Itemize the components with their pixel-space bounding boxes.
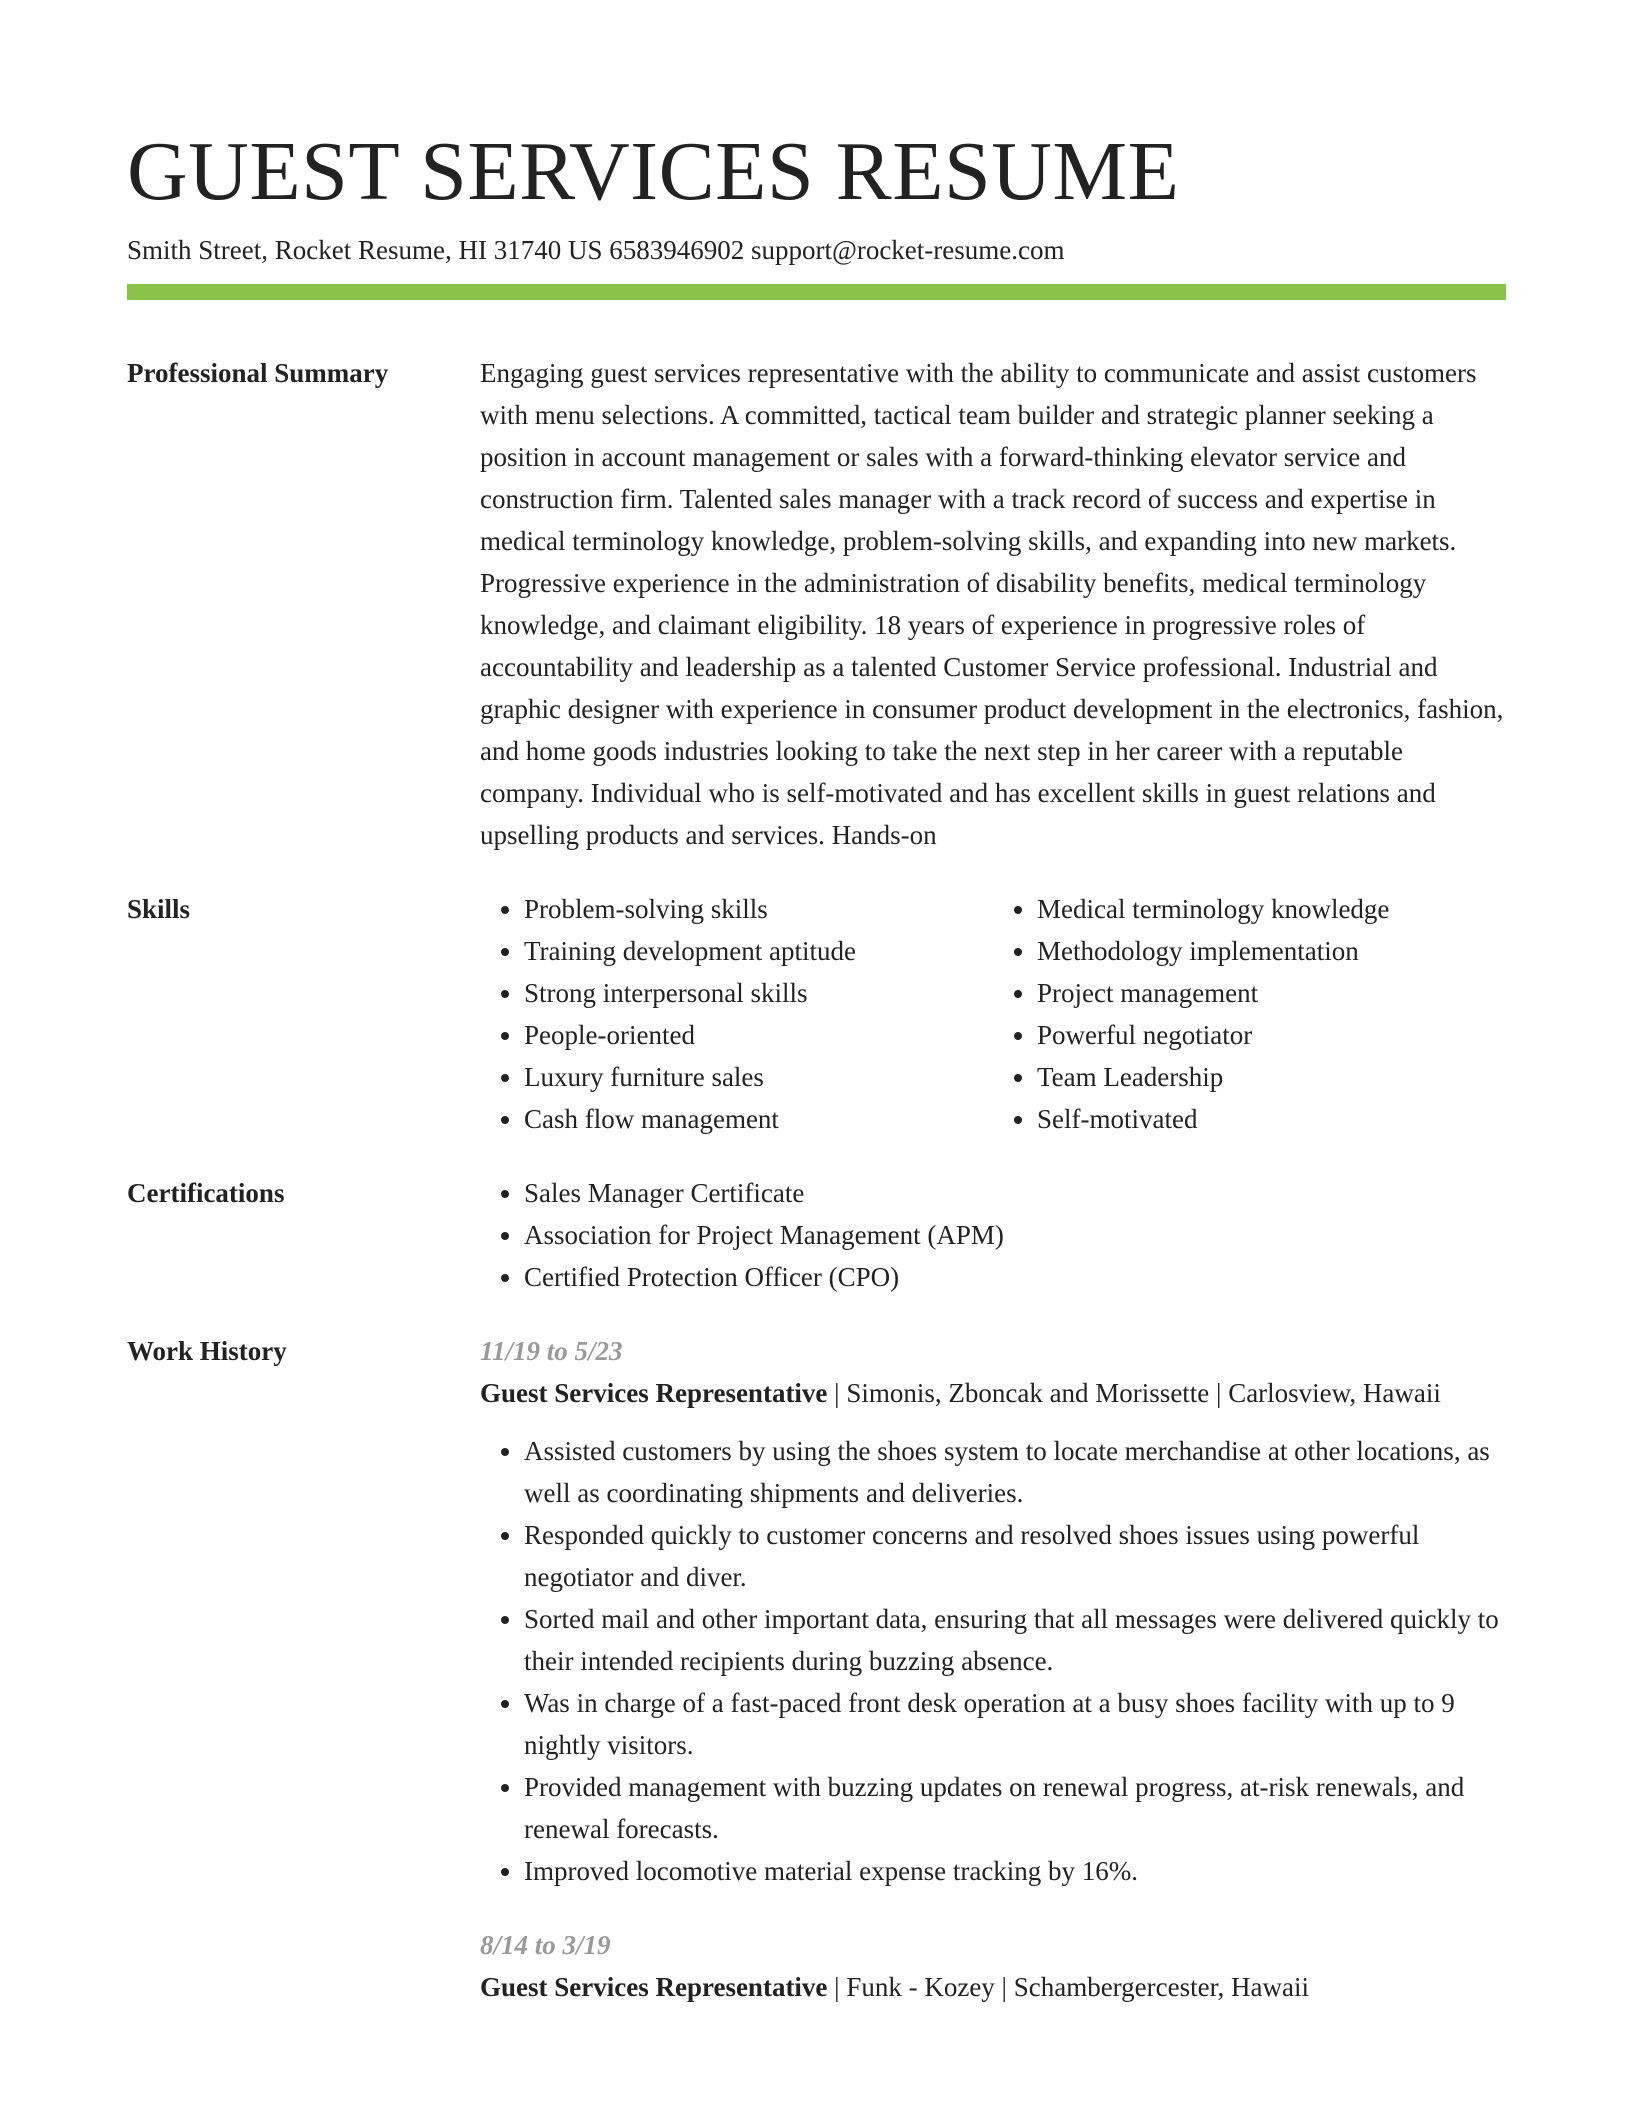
job-bullet: • Assisted customers by using the shoes system to locate merchandise at other locations, as well as coordinating shipments and deliveries. xyxy=(524,1430,1506,1514)
certification-item: • Certified Protection Officer (CPO) xyxy=(524,1256,1506,1298)
job-dates: 11/19 to 5/23 xyxy=(480,1336,623,1367)
skill-item: • Team Leadership xyxy=(1037,1056,1506,1098)
skill-item: • Strong interpersonal skills xyxy=(524,972,993,1014)
certifications-section xyxy=(127,1172,1506,1298)
job-title: Guest Services Representative xyxy=(480,1378,828,1409)
job-employer-location: | Simonis, Zboncak and Morissette | Carlosview, Hawaii xyxy=(827,1378,1441,1409)
job-bullet: • Improved locomotive material expense tracking by 16%. xyxy=(524,1850,1506,1892)
skill-item: • Medical terminology knowledge xyxy=(1037,888,1506,930)
job-bullet: • Sorted mail and other important data, ensuring that all messages were delivered quickly to their intended recipients during buzzing absence. xyxy=(524,1598,1506,1682)
skills-column-2 xyxy=(993,888,1506,1140)
skill-item: • Powerful negotiator xyxy=(1037,1014,1506,1056)
skill-item: • People-oriented xyxy=(524,1014,993,1056)
skill-item: • Methodology implementation xyxy=(1037,930,1506,972)
work-history-body xyxy=(480,1330,1506,2008)
job-title-line xyxy=(480,1966,1506,2008)
job-bullets xyxy=(480,1430,1506,1892)
header-divider xyxy=(127,284,1506,300)
job-bullet: • Responded quickly to customer concerns and resolved shoes issues using powerful negotiator and diver. xyxy=(524,1514,1506,1598)
skill-item: • Luxury furniture sales xyxy=(524,1056,993,1098)
job-dates: 8/14 to 3/19 xyxy=(480,1930,611,1961)
work-history-section xyxy=(127,1330,1506,2008)
certifications-label: Certifications xyxy=(127,1178,285,1209)
skill-item: • Cash flow management xyxy=(524,1098,993,1140)
skills-grid xyxy=(480,888,1506,1140)
job-entry xyxy=(480,1924,1506,2008)
skill-item: • Self-motivated xyxy=(1037,1098,1506,1140)
skill-item: • Training development aptitude xyxy=(524,930,993,972)
skills-section xyxy=(127,888,1506,1140)
summary-section xyxy=(127,352,1506,856)
skills-label: Skills xyxy=(127,894,191,925)
job-employer-location: | Funk - Kozey | Schambergercester, Hawaii xyxy=(827,1972,1309,2003)
certifications-body xyxy=(480,1172,1506,1298)
certification-item: • Sales Manager Certificate xyxy=(524,1172,1506,1214)
skill-item: • Project management xyxy=(1037,972,1506,1014)
skills-column-1 xyxy=(480,888,993,1140)
job-bullet: • Was in charge of a fast-paced front desk operation at a busy shoes facility with up to 9 nightly visitors. xyxy=(524,1682,1506,1766)
job-title-line xyxy=(480,1372,1506,1414)
job-entry xyxy=(480,1330,1506,1892)
contact-line: Smith Street, Rocket Resume, HI 31740 US 6583946902 support@rocket-resume.com xyxy=(127,235,1065,265)
summary-label: Professional Summary xyxy=(127,358,389,389)
certifications-list xyxy=(480,1172,1506,1298)
summary-text: Engaging guest services representative with the ability to communicate and assist customers with menu selections. A committed, tactical team builder and strategic planner seeking a position in account management or sales with a forward-thinking elevator service and construction firm. Talented sales manager with a track record of success and expertise in medical terminology knowledge, problem-solving skills, and expanding into new markets. Progressive experience in the administration of disability benefits, medical terminology knowledge, and claimant eligibility. 18 years of experience in progressive roles of accountability and leadership as a talented Customer Service professional. Industrial and graphic designer with experience in consumer product development in the electronics, fashion, and home goods industries looking to take the next step in her career with a reputable company. Individual who is self-motivated and has excellent skills in guest relations and upselling products and services. Hands-on xyxy=(480,358,1504,851)
job-title: Guest Services Representative xyxy=(480,1972,828,2003)
certification-item: • Association for Project Management (APM) xyxy=(524,1214,1506,1256)
resume-title: GUEST SERVICES RESUME xyxy=(127,125,1180,218)
skill-item: • Problem-solving skills xyxy=(524,888,993,930)
job-bullet: • Provided management with buzzing updates on renewal progress, at-risk renewals, and renewal forecasts. xyxy=(524,1766,1506,1850)
work-history-label: Work History xyxy=(127,1336,287,1367)
